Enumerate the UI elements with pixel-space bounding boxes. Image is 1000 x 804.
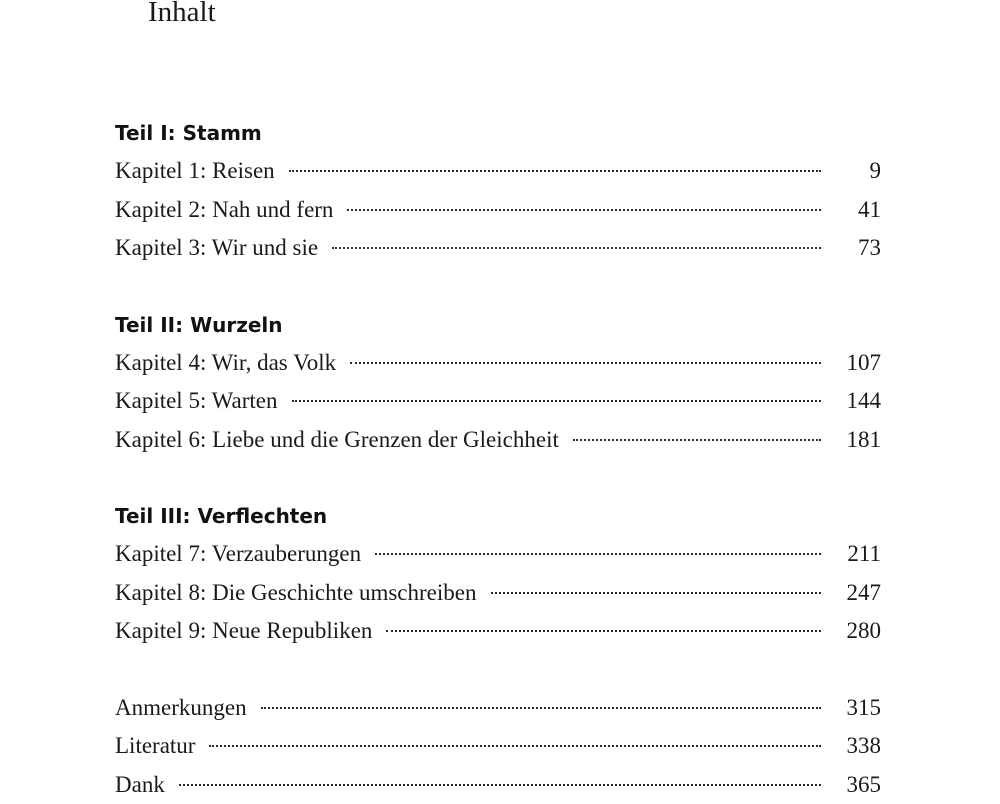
dot-leader	[292, 400, 821, 402]
toc-entry	[115, 535, 881, 574]
dot-leader	[209, 745, 821, 747]
toc-part-2	[115, 306, 881, 460]
entry-label: Dank	[115, 766, 165, 804]
toc-entry	[115, 421, 881, 460]
page-title: Inhalt	[148, 0, 216, 29]
dot-leader	[350, 362, 821, 364]
entry-label: Kapitel 4: Wir, das Volk	[115, 344, 336, 383]
toc-part-1	[115, 114, 881, 268]
dot-leader	[375, 553, 821, 555]
table-of-contents	[115, 114, 881, 804]
toc-entry	[115, 766, 881, 804]
toc-entry	[115, 612, 881, 651]
dot-leader	[332, 247, 821, 249]
entry-page-number: 280	[833, 612, 881, 651]
dot-leader	[573, 439, 821, 441]
entry-page-number: 144	[833, 382, 881, 421]
entry-label: Kapitel 7: Verzauberungen	[115, 535, 361, 574]
entry-page-number: 41	[833, 191, 881, 230]
entry-label: Kapitel 2: Nah und fern	[115, 191, 333, 230]
toc-entry	[115, 229, 881, 268]
toc-entry	[115, 574, 881, 613]
dot-leader	[347, 209, 821, 211]
entry-page-number: 73	[833, 229, 881, 268]
toc-backmatter	[115, 689, 881, 804]
toc-entry	[115, 382, 881, 421]
entry-label: Kapitel 6: Liebe und die Grenzen der Gleichheit	[115, 421, 559, 460]
toc-part-3	[115, 497, 881, 651]
part-heading: Teil III: Verflechten	[115, 497, 881, 535]
entry-label: Kapitel 8: Die Geschichte umschreiben	[115, 574, 477, 613]
entry-label: Kapitel 9: Neue Republiken	[115, 612, 372, 651]
part-heading: Teil II: Wurzeln	[115, 306, 881, 344]
entry-page-number: 315	[833, 689, 881, 728]
entry-label: Kapitel 1: Reisen	[115, 152, 275, 191]
entry-page-number: 181	[833, 421, 881, 460]
part-heading: Teil I: Stamm	[115, 114, 881, 152]
dot-leader	[386, 630, 821, 632]
entry-page-number: 365	[833, 766, 881, 804]
toc-entry	[115, 152, 881, 191]
entry-label: Anmerkungen	[115, 689, 247, 728]
entry-page-number: 107	[833, 344, 881, 383]
entry-page-number: 9	[833, 152, 881, 191]
toc-entry	[115, 344, 881, 383]
dot-leader	[179, 784, 821, 786]
toc-entry	[115, 727, 881, 766]
toc-entry	[115, 689, 881, 728]
entry-label: Kapitel 5: Warten	[115, 382, 278, 421]
toc-entry	[115, 191, 881, 230]
entry-label: Literatur	[115, 727, 195, 766]
entry-page-number: 247	[833, 574, 881, 613]
dot-leader	[289, 170, 821, 172]
dot-leader	[491, 592, 822, 594]
entry-page-number: 338	[833, 727, 881, 766]
entry-label: Kapitel 3: Wir und sie	[115, 229, 318, 268]
dot-leader	[261, 707, 821, 709]
entry-page-number: 211	[833, 535, 881, 574]
